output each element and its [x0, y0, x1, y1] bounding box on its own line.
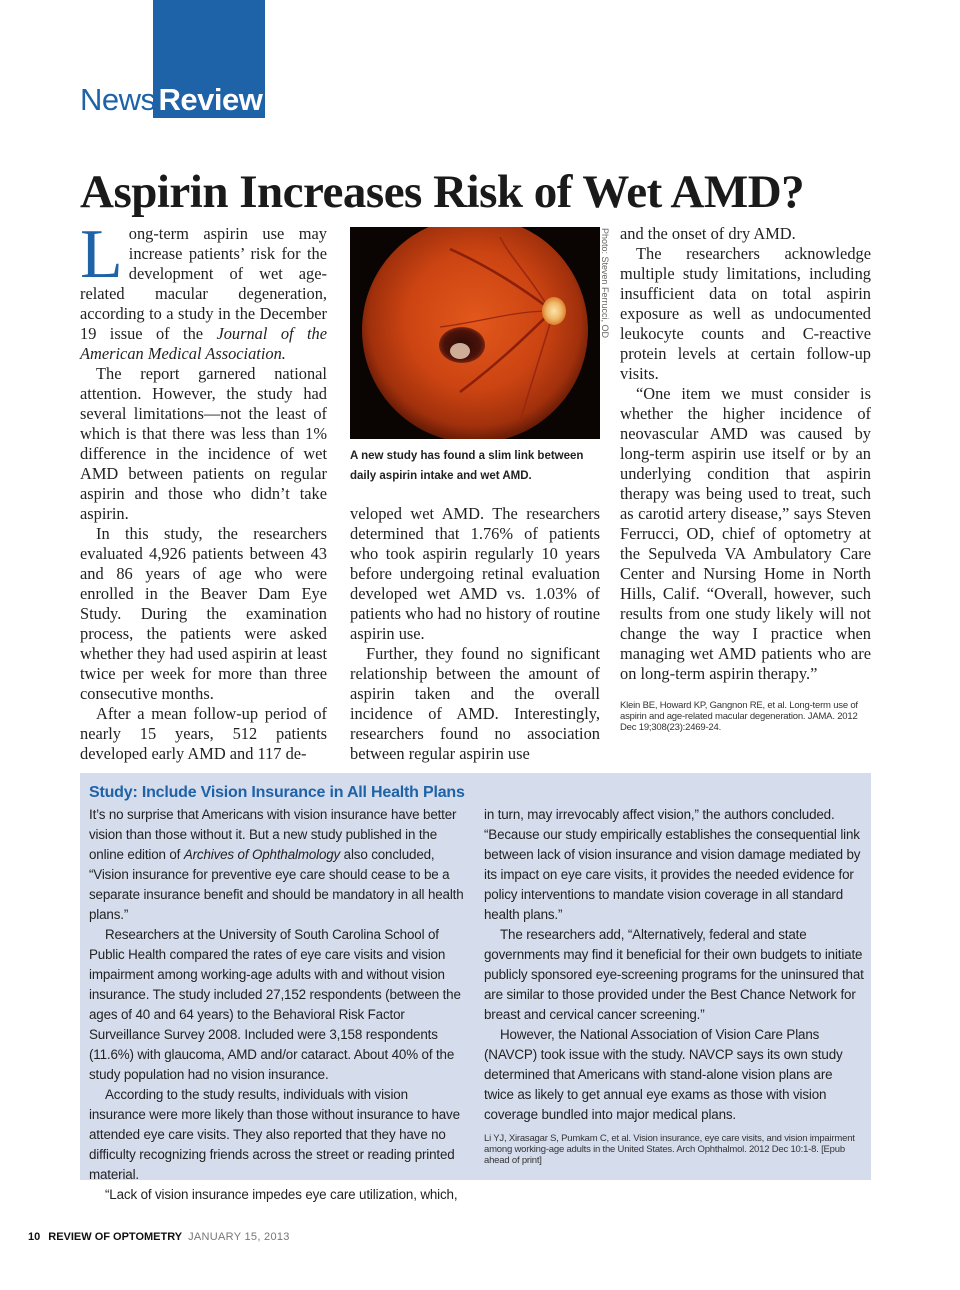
article-column-3	[620, 224, 871, 733]
photo-credit: Photo: Steven Ferrucci, OD	[600, 228, 610, 339]
sidebar-paragraph	[89, 805, 467, 925]
sidebar-paragraph: However, the National Association of Vision Care Plans (NAVCP) took issue with the study. NAVCP says its own study determined that Americans with stand-alone vision plans are twice as likely to get annual eye exams as those with vision coverage bundled into major medical plans.	[484, 1027, 843, 1122]
journal-name: Archives of Ophthalmology	[183, 847, 341, 862]
article-reference: Klein BE, Howard KP, Gangnon RE, et al. Long-term use of aspirin and age-related macular degeneration. JAMA. 2012 Dec 19;308(23):2469-24.	[620, 700, 858, 733]
sidebar-box	[80, 773, 871, 1202]
article-paragraph: The report garnered national attention. However, the study had several limitations—not the least of which is that there was less than 1% difference in the incidence of wet AMD between patients on regular aspirin and those who didn’t take aspirin.	[80, 364, 327, 523]
sidebar-text: also concluded, “Vision insurance for preventive eye care should cease to be a separate insurance benefit and should be mandatory in all health plans.”	[89, 847, 464, 922]
sidebar-paragraph: in turn, may irrevocably affect vision,” the authors concluded. “Because our study empirically establishes the consequential link between lack of vision insurance and vision damage mediated by its impact on eye care visits, it provides the needed evidence for policy interventions to mandate vision coverage in all standard health plans.”	[484, 807, 861, 922]
photo-caption: A new study has found a slim link between daily aspirin intake and wet AMD.	[350, 450, 584, 482]
page-footer	[28, 1231, 290, 1243]
article-paragraph: In this study, the researchers evaluated 4,926 patients between 43 and 86 years of age who were enrolled in the Beaver Dam Eye Study. During the examination process, the patients were asked whether they had used aspirin at least twice per week for more than three consecutive months.	[80, 524, 327, 703]
journal-name: Journal of the American Medical Association.	[80, 324, 327, 363]
page-number: 10	[28, 1231, 41, 1243]
article-paragraph	[80, 216, 327, 364]
article-paragraph: and the onset of dry AMD.	[620, 224, 796, 243]
article-paragraph: veloped wet AMD. The researchers determined that 1.76% of patients who took aspirin regularly 10 years before undergoing retinal evaluation developed wet AMD vs. 1.03% of patients who had no history of routine aspirin use.	[350, 504, 600, 643]
article-column-1	[80, 216, 327, 764]
sidebar-paragraph: The researchers add, “Alternatively, federal and state governments may find it beneficial for their own budgets to initiate publicly sponsored eye-screening programs for the uninsured that are similar to those provided under the Best Chance Network for breast and cervical cancer screening.”	[484, 927, 864, 1022]
headline: Aspirin Increases Risk of Wet AMD?	[80, 166, 805, 218]
article-text: ong-term aspirin use may increase patients’ risk for the development of wet age-related macular degeneration, according to a study in the December 19 issue of the	[80, 224, 327, 343]
section-label	[80, 82, 262, 118]
article-column-2	[350, 504, 600, 764]
sidebar-paragraph: According to the study results, individuals with vision insurance were more likely than those without insurance to have attended eye care visits. They also reported that they have no difficulty recognizing friends across the street or reading printed material.	[89, 1087, 460, 1182]
sidebar-reference: Li YJ, Xirasagar S, Pumkam C, et al. Vision insurance, eye care visits, and vision impairment among working-age adults in the United States. Arch Ophthalmol. 2012 Dec 10:1-8. [Epub ahead of print]	[484, 1133, 855, 1166]
article-paragraph: Further, they found no significant relationship between the amount of aspirin taken and the overall incidence of AMD. Interestingly, researchers found no association between regular aspirin use	[350, 644, 600, 763]
sidebar-paragraph: “Lack of vision insurance impedes eye care utilization, which,	[105, 1187, 458, 1202]
issue-date: JANUARY 15, 2013	[188, 1231, 290, 1243]
retina-photo	[350, 227, 600, 439]
drop-cap: L	[80, 216, 123, 293]
sidebar-title: Study: Include Vision Insurance in All Health Plans	[89, 784, 465, 801]
article-paragraph: After a mean follow-up period of nearly 15 years, 512 patients developed early AMD and 117 de-	[80, 704, 327, 763]
section-news: News	[80, 82, 156, 117]
article-paragraph: The researchers acknowledge multiple study limitations, including insufficient data on total aspirin exposure as well as undocumented leukocyte counts and C-reactive protein levels at certain follow-up visits.	[620, 244, 871, 383]
sidebar-text: It’s no surprise that Americans with vision insurance have better vision than those without it. But a new study published in the online edition of	[89, 807, 457, 862]
sidebar-column-2	[484, 805, 864, 1166]
magazine-name: REVIEW OF OPTOMETRY	[48, 1231, 183, 1243]
article-paragraph: “One item we must consider is whether the higher incidence of neovascular AMD was caused by long-term aspirin use itself or by an underlying condition that aspirin therapy was being used to treat, such as carotid artery disease,” says Steven Ferrucci, OD, chief of optometry at the Sepulveda VA Ambulatory Care Center and Nursing Home in North Hills, Calif. “Overall, however, such results from one study likely will not change the way I practice when managing wet AMD patients who are on long-term aspirin therapy.”	[620, 384, 871, 683]
sidebar-column-1	[89, 805, 467, 1205]
section-review: Review	[158, 82, 263, 117]
sidebar-paragraph: Researchers at the University of South Carolina School of Public Health compared the rates of eye care visits and vision impairment among working-age adults with and without vision insurance. The study included 27,152 respondents (between the ages of 40 and 64 years) to the Behavioral Risk Factor Surveillance Survey 2008. Included were 3,158 respondents (11.6%) with glaucoma, AMD and/or cataract. About 40% of the study population had no vision insurance.	[89, 927, 461, 1082]
